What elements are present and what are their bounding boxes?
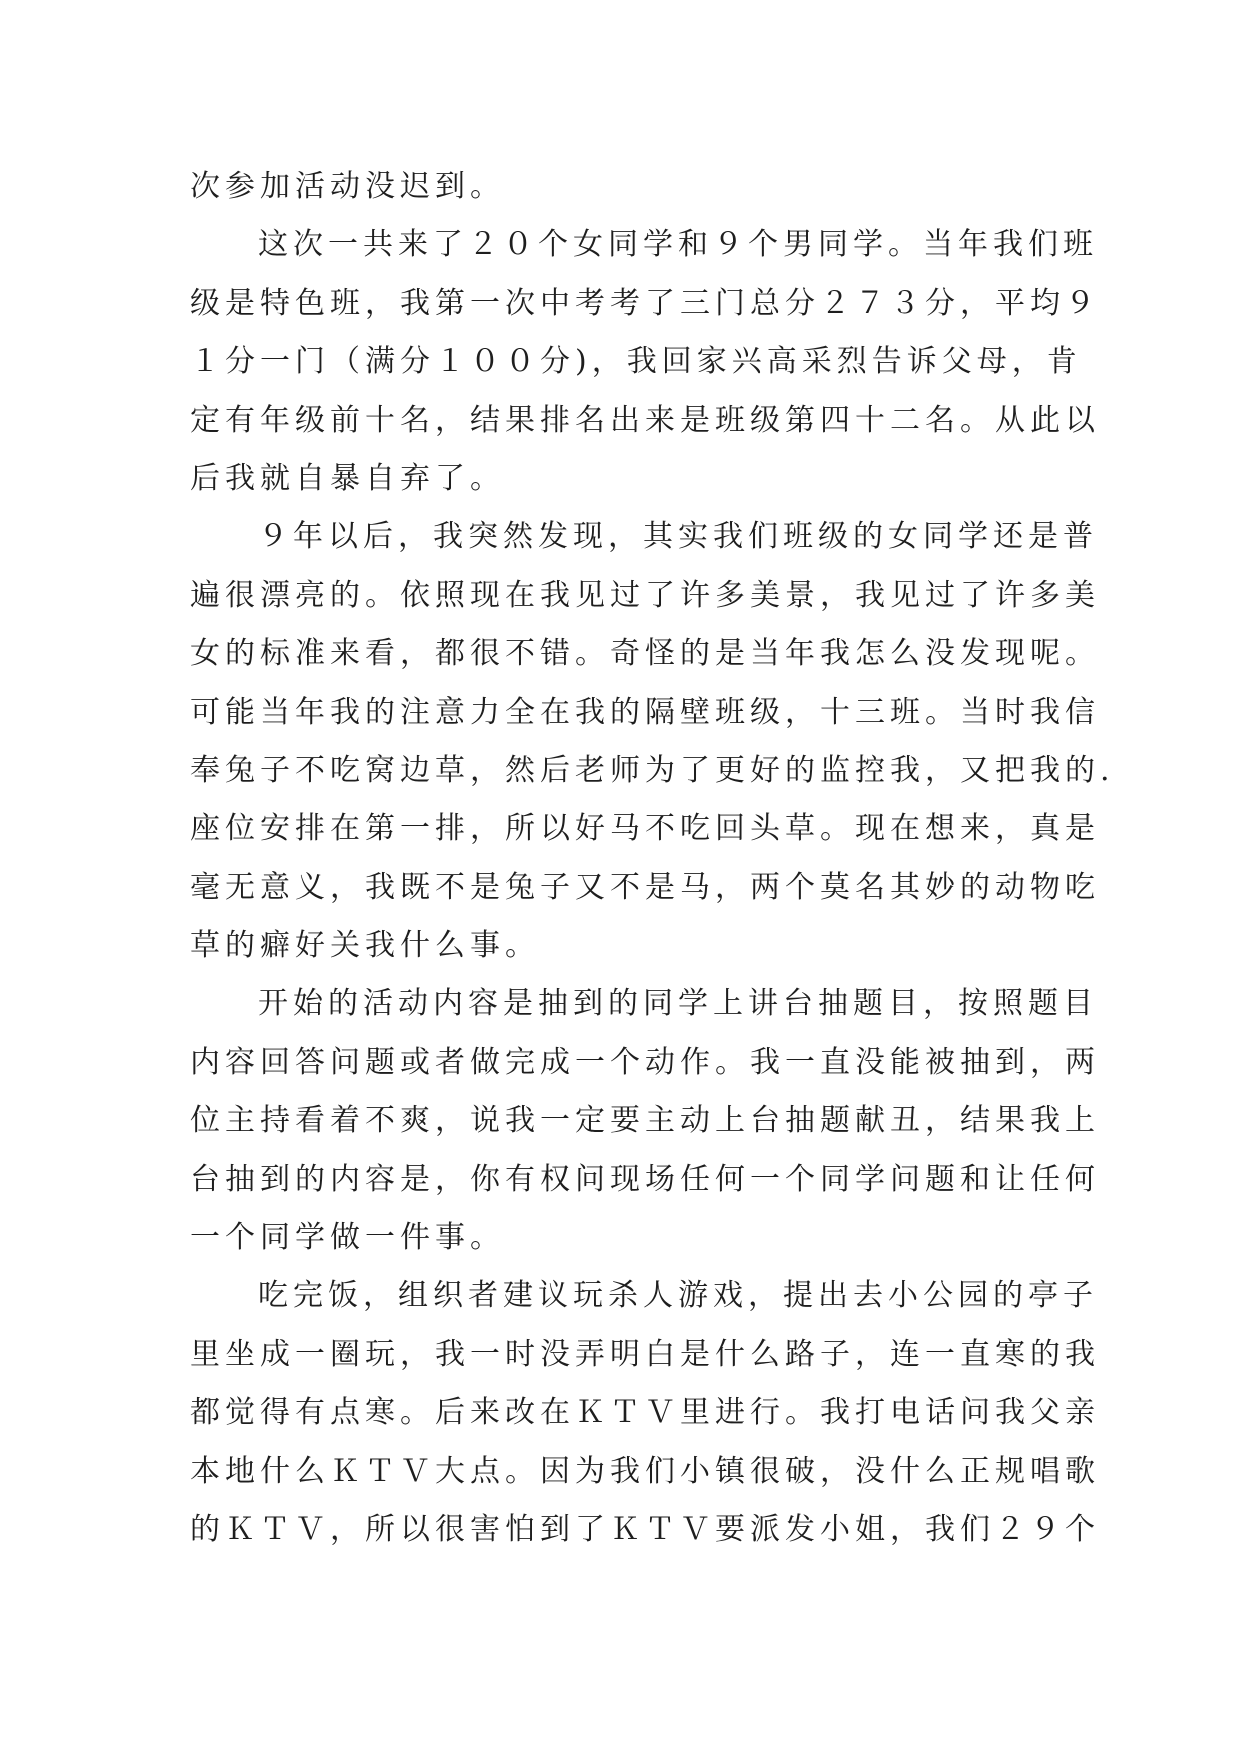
text-line: １分一门（满分１００分)，我回家兴高采烈告诉父母，肯 <box>190 344 1082 380</box>
text-line: 开始的活动内容是抽到的同学上讲台抽题目，按照题目 <box>258 986 1098 1022</box>
text-line: 本地什么ＫＴＶ大点。因为我们小镇很破，没什么正规唱歌 <box>190 1453 1100 1489</box>
text-line: 遍很漂亮的。依照现在我见过了许多美景，我见过了许多美 <box>190 577 1100 613</box>
text-line: 定有年级前十名，结果排名出来是班级第四十二名。从此以 <box>190 402 1100 438</box>
text-line: 里坐成一圈玩，我一时没弄明白是什么路子，连一直寒的我 <box>190 1336 1100 1372</box>
text-line: 都觉得有点寒。后来改在ＫＴＶ里进行。我打电话问我父亲 <box>190 1395 1100 1431</box>
text-line: 的ＫＴＶ，所以很害怕到了ＫＴＶ要派发小姐，我们２９个 <box>190 1511 1100 1547</box>
text-line: 后我就自暴自弃了。 <box>190 460 505 496</box>
text-line: 这次一共来了２０个女同学和９个男同学。当年我们班 <box>258 227 1098 263</box>
text-line: 座位安排在第一排，所以好马不吃回头草。现在想来，真是 <box>190 811 1100 847</box>
document-body <box>190 158 1115 1559</box>
text-line: 级是特色班，我第一次中考考了三门总分２７３分，平均９ <box>190 285 1100 321</box>
text-line: 女的标准来看，都很不错。奇怪的是当年我怎么没发现呢。 <box>190 636 1100 672</box>
text-line: 可能当年我的注意力全在我的隔壁班级，十三班。当时我信 <box>190 694 1100 730</box>
text-line: 奉兔子不吃窝边草，然后老师为了更好的监控我，又把我的. <box>190 752 1115 788</box>
paragraph <box>190 158 1080 216</box>
text-line: ９年以后，我突然发现，其实我们班级的女同学还是普 <box>258 519 1098 555</box>
paragraph <box>190 216 1100 508</box>
text-line: 毫无意义，我既不是兔子又不是马，两个莫名其妙的动物吃 <box>190 869 1100 905</box>
text-line: 内容回答问题或者做完成一个动作。我一直没能被抽到，两 <box>190 1044 1100 1080</box>
paragraph <box>190 975 1100 1267</box>
text-line: 台抽到的内容是，你有权问现场任何一个同学问题和让任何 <box>190 1161 1100 1197</box>
text-line: 位主持看着不爽，说我一定要主动上台抽题献丑，结果我上 <box>190 1103 1100 1139</box>
paragraph <box>190 508 1115 975</box>
text-line: 一个同学做一件事。 <box>190 1220 505 1256</box>
paragraph <box>190 1267 1100 1559</box>
text-line: 吃完饭，组织者建议玩杀人游戏，提出去小公园的亭子 <box>258 1278 1098 1314</box>
text-line: 草的癖好关我什么事。 <box>190 928 540 964</box>
text-line: 次参加活动没迟到。 <box>190 169 505 204</box>
